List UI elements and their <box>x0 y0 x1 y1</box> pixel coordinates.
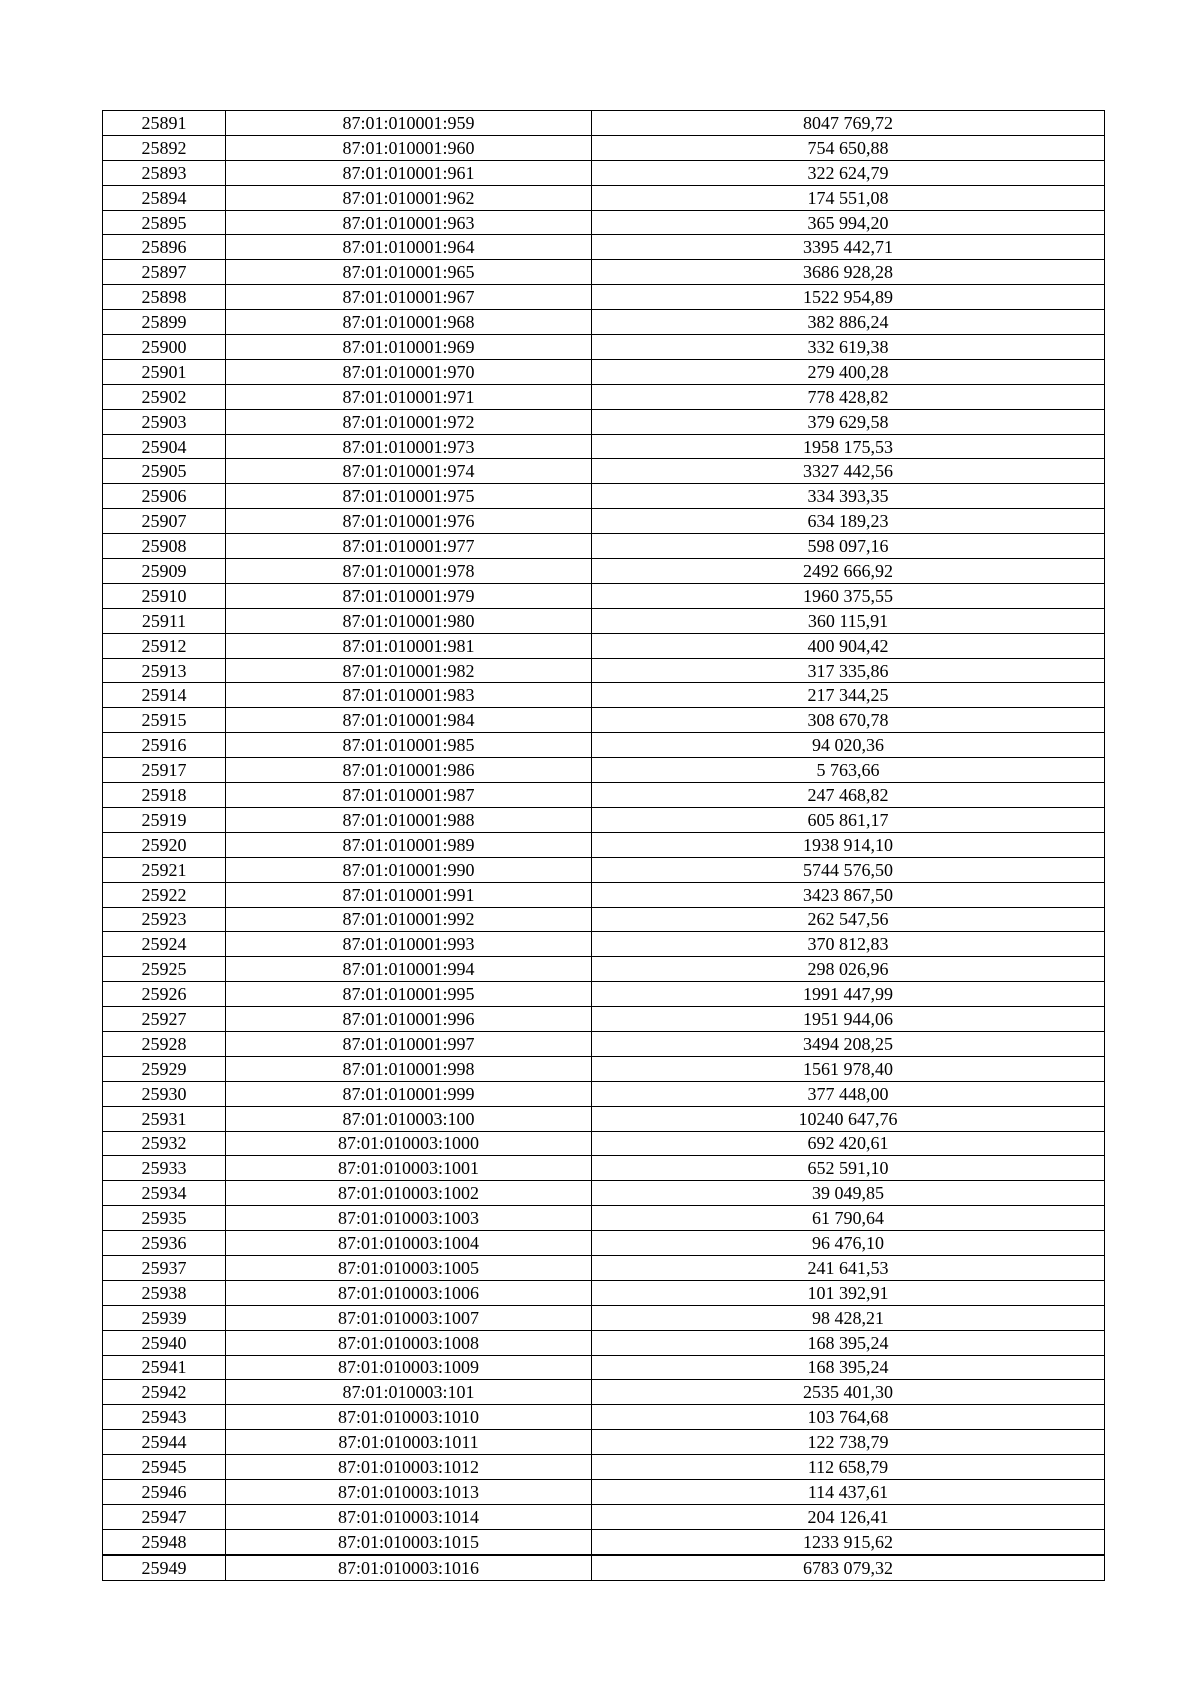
table-row <box>103 459 1105 484</box>
cadastral-value-cell: 61 790,64 <box>592 1206 1105 1231</box>
row-number-cell: 25905 <box>103 459 226 484</box>
cadastral-value-cell: 692 420,61 <box>592 1131 1105 1156</box>
row-number-cell: 25934 <box>103 1181 226 1206</box>
cadastral-number-cell: 87:01:010003:1004 <box>226 1231 592 1256</box>
row-number-cell: 25935 <box>103 1206 226 1231</box>
cadastral-number-cell: 87:01:010003:1008 <box>226 1330 592 1355</box>
cadastral-value-cell: 101 392,91 <box>592 1280 1105 1305</box>
table-row <box>103 783 1105 808</box>
row-number-cell: 25898 <box>103 285 226 310</box>
cadastral-value-cell: 2492 666,92 <box>592 559 1105 584</box>
table-row <box>103 608 1105 633</box>
table-row <box>103 235 1105 260</box>
cadastral-value-cell: 279 400,28 <box>592 359 1105 384</box>
cadastral-number-cell: 87:01:010003:1001 <box>226 1156 592 1181</box>
table-row <box>103 409 1105 434</box>
row-number-cell: 25923 <box>103 907 226 932</box>
cadastral-number-cell: 87:01:010001:982 <box>226 658 592 683</box>
table-row <box>103 1555 1105 1580</box>
cadastral-value-cell: 365 994,20 <box>592 210 1105 235</box>
table-row <box>103 1330 1105 1355</box>
cadastral-value-cell: 382 886,24 <box>592 310 1105 335</box>
row-number-cell: 25891 <box>103 111 226 136</box>
table-row <box>103 285 1105 310</box>
row-number-cell: 25920 <box>103 832 226 857</box>
cadastral-value-cell: 634 189,23 <box>592 509 1105 534</box>
row-number-cell: 25895 <box>103 210 226 235</box>
cadastral-value-cell: 2535 401,30 <box>592 1380 1105 1405</box>
table-row <box>103 1355 1105 1380</box>
row-number-cell: 25928 <box>103 1031 226 1056</box>
cadastral-number-cell: 87:01:010001:975 <box>226 484 592 509</box>
row-number-cell: 25906 <box>103 484 226 509</box>
cadastral-value-cell: 3395 442,71 <box>592 235 1105 260</box>
row-number-cell: 25948 <box>103 1529 226 1554</box>
cadastral-number-cell: 87:01:010001:990 <box>226 857 592 882</box>
row-number-cell: 25917 <box>103 758 226 783</box>
cadastral-value-cell: 103 764,68 <box>592 1405 1105 1430</box>
table-row <box>103 359 1105 384</box>
row-number-cell: 25943 <box>103 1405 226 1430</box>
cadastral-value-cell: 1951 944,06 <box>592 1007 1105 1032</box>
cadastral-value-cell: 317 335,86 <box>592 658 1105 683</box>
row-number-cell: 25921 <box>103 857 226 882</box>
cadastral-value-cell: 652 591,10 <box>592 1156 1105 1181</box>
row-number-cell: 25929 <box>103 1056 226 1081</box>
cadastral-value-cell: 322 624,79 <box>592 160 1105 185</box>
cadastral-value-cell: 605 861,17 <box>592 807 1105 832</box>
cadastral-number-cell: 87:01:010003:1000 <box>226 1131 592 1156</box>
cadastral-value-cell: 3327 442,56 <box>592 459 1105 484</box>
cadastral-value-cell: 778 428,82 <box>592 384 1105 409</box>
row-number-cell: 25919 <box>103 807 226 832</box>
cadastral-number-cell: 87:01:010003:1016 <box>226 1555 592 1580</box>
cadastral-value-cell: 334 393,35 <box>592 484 1105 509</box>
table-row <box>103 135 1105 160</box>
cadastral-number-cell: 87:01:010001:978 <box>226 559 592 584</box>
cadastral-number-cell: 87:01:010003:1006 <box>226 1280 592 1305</box>
cadastral-number-cell: 87:01:010001:996 <box>226 1007 592 1032</box>
cadastral-value-cell: 39 049,85 <box>592 1181 1105 1206</box>
row-number-cell: 25912 <box>103 633 226 658</box>
cadastral-value-cell: 400 904,42 <box>592 633 1105 658</box>
table-row <box>103 1504 1105 1529</box>
cadastral-number-cell: 87:01:010003:1003 <box>226 1206 592 1231</box>
table-row <box>103 658 1105 683</box>
cadastral-number-cell: 87:01:010001:971 <box>226 384 592 409</box>
table-row <box>103 1479 1105 1504</box>
row-number-cell: 25896 <box>103 235 226 260</box>
table-row <box>103 434 1105 459</box>
row-number-cell: 25900 <box>103 335 226 360</box>
row-number-cell: 25936 <box>103 1231 226 1256</box>
cadastral-number-cell: 87:01:010001:989 <box>226 832 592 857</box>
cadastral-number-cell: 87:01:010001:960 <box>226 135 592 160</box>
table-row <box>103 907 1105 932</box>
cadastral-value-cell: 6783 079,32 <box>592 1555 1105 1580</box>
row-number-cell: 25907 <box>103 509 226 534</box>
cadastral-value-cell: 379 629,58 <box>592 409 1105 434</box>
table-row <box>103 1106 1105 1131</box>
table-row <box>103 708 1105 733</box>
cadastral-value-cell: 377 448,00 <box>592 1081 1105 1106</box>
table-row <box>103 310 1105 335</box>
cadastral-number-cell: 87:01:010001:994 <box>226 957 592 982</box>
row-number-cell: 25941 <box>103 1355 226 1380</box>
row-number-cell: 25916 <box>103 733 226 758</box>
table-row <box>103 1255 1105 1280</box>
table-row <box>103 1231 1105 1256</box>
cadastral-value-cell: 298 026,96 <box>592 957 1105 982</box>
row-number-cell: 25892 <box>103 135 226 160</box>
cadastral-number-cell: 87:01:010003:1002 <box>226 1181 592 1206</box>
cadastral-number-cell: 87:01:010001:984 <box>226 708 592 733</box>
cadastral-number-cell: 87:01:010001:969 <box>226 335 592 360</box>
cadastral-number-cell: 87:01:010003:101 <box>226 1380 592 1405</box>
cadastral-number-cell: 87:01:010003:1013 <box>226 1479 592 1504</box>
cadastral-number-cell: 87:01:010001:963 <box>226 210 592 235</box>
table-row <box>103 1206 1105 1231</box>
cadastral-value-cell: 98 428,21 <box>592 1305 1105 1330</box>
cadastral-value-cell: 217 344,25 <box>592 683 1105 708</box>
table-row <box>103 335 1105 360</box>
row-number-cell: 25899 <box>103 310 226 335</box>
cadastral-number-cell: 87:01:010001:981 <box>226 633 592 658</box>
cadastral-number-cell: 87:01:010001:999 <box>226 1081 592 1106</box>
row-number-cell: 25909 <box>103 559 226 584</box>
row-number-cell: 25918 <box>103 783 226 808</box>
cadastral-number-cell: 87:01:010001:980 <box>226 608 592 633</box>
cadastral-number-cell: 87:01:010003:1011 <box>226 1430 592 1455</box>
cadastral-number-cell: 87:01:010001:986 <box>226 758 592 783</box>
table-row <box>103 633 1105 658</box>
cadastral-value-table <box>102 110 1105 1581</box>
cadastral-number-cell: 87:01:010001:998 <box>226 1056 592 1081</box>
table-row <box>103 982 1105 1007</box>
cadastral-number-cell: 87:01:010001:962 <box>226 185 592 210</box>
row-number-cell: 25904 <box>103 434 226 459</box>
cadastral-number-cell: 87:01:010001:979 <box>226 583 592 608</box>
table-row <box>103 882 1105 907</box>
cadastral-value-cell: 112 658,79 <box>592 1455 1105 1480</box>
row-number-cell: 25937 <box>103 1255 226 1280</box>
cadastral-value-cell: 262 547,56 <box>592 907 1105 932</box>
cadastral-number-cell: 87:01:010001:965 <box>226 260 592 285</box>
table-row <box>103 160 1105 185</box>
cadastral-number-cell: 87:01:010001:988 <box>226 807 592 832</box>
cadastral-number-cell: 87:01:010001:968 <box>226 310 592 335</box>
cadastral-number-cell: 87:01:010001:959 <box>226 111 592 136</box>
cadastral-number-cell: 87:01:010001:995 <box>226 982 592 1007</box>
row-number-cell: 25911 <box>103 608 226 633</box>
cadastral-number-cell: 87:01:010001:973 <box>226 434 592 459</box>
cadastral-value-cell: 1233 915,62 <box>592 1529 1105 1554</box>
row-number-cell: 25947 <box>103 1504 226 1529</box>
row-number-cell: 25939 <box>103 1305 226 1330</box>
cadastral-value-cell: 1522 954,89 <box>592 285 1105 310</box>
cadastral-number-cell: 87:01:010001:964 <box>226 235 592 260</box>
table-row <box>103 807 1105 832</box>
cadastral-value-cell: 5 763,66 <box>592 758 1105 783</box>
table-row <box>103 957 1105 982</box>
table-body <box>103 111 1105 1581</box>
cadastral-value-cell: 3494 208,25 <box>592 1031 1105 1056</box>
cadastral-value-cell: 241 641,53 <box>592 1255 1105 1280</box>
cadastral-value-cell: 360 115,91 <box>592 608 1105 633</box>
cadastral-value-cell: 114 437,61 <box>592 1479 1105 1504</box>
cadastral-value-cell: 1960 375,55 <box>592 583 1105 608</box>
table-row <box>103 683 1105 708</box>
cadastral-value-cell: 1991 447,99 <box>592 982 1105 1007</box>
cadastral-value-cell: 174 551,08 <box>592 185 1105 210</box>
cadastral-value-cell: 5744 576,50 <box>592 857 1105 882</box>
cadastral-number-cell: 87:01:010001:997 <box>226 1031 592 1056</box>
table-row <box>103 111 1105 136</box>
row-number-cell: 25931 <box>103 1106 226 1131</box>
table-row <box>103 733 1105 758</box>
cadastral-number-cell: 87:01:010003:1009 <box>226 1355 592 1380</box>
row-number-cell: 25903 <box>103 409 226 434</box>
table-row <box>103 1455 1105 1480</box>
table-row <box>103 932 1105 957</box>
row-number-cell: 25932 <box>103 1131 226 1156</box>
cadastral-number-cell: 87:01:010001:987 <box>226 783 592 808</box>
cadastral-value-cell: 1938 914,10 <box>592 832 1105 857</box>
cadastral-value-cell: 3423 867,50 <box>592 882 1105 907</box>
row-number-cell: 25893 <box>103 160 226 185</box>
row-number-cell: 25938 <box>103 1280 226 1305</box>
row-number-cell: 25908 <box>103 534 226 559</box>
cadastral-value-cell: 598 097,16 <box>592 534 1105 559</box>
cadastral-number-cell: 87:01:010003:1012 <box>226 1455 592 1480</box>
table-row <box>103 1380 1105 1405</box>
table-row <box>103 1031 1105 1056</box>
table-row <box>103 559 1105 584</box>
cadastral-number-cell: 87:01:010001:974 <box>226 459 592 484</box>
row-number-cell: 25942 <box>103 1380 226 1405</box>
row-number-cell: 25915 <box>103 708 226 733</box>
cadastral-value-cell: 332 619,38 <box>592 335 1105 360</box>
row-number-cell: 25913 <box>103 658 226 683</box>
cadastral-value-cell: 8047 769,72 <box>592 111 1105 136</box>
row-number-cell: 25944 <box>103 1430 226 1455</box>
row-number-cell: 25901 <box>103 359 226 384</box>
cadastral-value-cell: 370 812,83 <box>592 932 1105 957</box>
table-row <box>103 1280 1105 1305</box>
table-row <box>103 384 1105 409</box>
cadastral-number-cell: 87:01:010003:1005 <box>226 1255 592 1280</box>
cadastral-number-cell: 87:01:010001:991 <box>226 882 592 907</box>
cadastral-value-cell: 247 468,82 <box>592 783 1105 808</box>
cadastral-number-cell: 87:01:010001:985 <box>226 733 592 758</box>
row-number-cell: 25930 <box>103 1081 226 1106</box>
cadastral-value-cell: 204 126,41 <box>592 1504 1105 1529</box>
cadastral-number-cell: 87:01:010003:1007 <box>226 1305 592 1330</box>
cadastral-value-cell: 1561 978,40 <box>592 1056 1105 1081</box>
row-number-cell: 25949 <box>103 1555 226 1580</box>
table-row <box>103 260 1105 285</box>
row-number-cell: 25910 <box>103 583 226 608</box>
table-row <box>103 534 1105 559</box>
table-row <box>103 857 1105 882</box>
cadastral-value-cell: 1958 175,53 <box>592 434 1105 459</box>
cadastral-number-cell: 87:01:010001:972 <box>226 409 592 434</box>
row-number-cell: 25902 <box>103 384 226 409</box>
cadastral-number-cell: 87:01:010001:961 <box>226 160 592 185</box>
row-number-cell: 25925 <box>103 957 226 982</box>
table-row <box>103 509 1105 534</box>
cadastral-value-cell: 168 395,24 <box>592 1330 1105 1355</box>
table-row <box>103 1181 1105 1206</box>
row-number-cell: 25946 <box>103 1479 226 1504</box>
row-number-cell: 25945 <box>103 1455 226 1480</box>
cadastral-number-cell: 87:01:010001:992 <box>226 907 592 932</box>
row-number-cell: 25926 <box>103 982 226 1007</box>
row-number-cell: 25894 <box>103 185 226 210</box>
row-number-cell: 25940 <box>103 1330 226 1355</box>
cadastral-number-cell: 87:01:010001:993 <box>226 932 592 957</box>
table-row <box>103 1081 1105 1106</box>
row-number-cell: 25922 <box>103 882 226 907</box>
cadastral-value-cell: 168 395,24 <box>592 1355 1105 1380</box>
cadastral-number-cell: 87:01:010001:976 <box>226 509 592 534</box>
table-row <box>103 185 1105 210</box>
table-row <box>103 1405 1105 1430</box>
row-number-cell: 25914 <box>103 683 226 708</box>
cadastral-number-cell: 87:01:010003:1010 <box>226 1405 592 1430</box>
cadastral-value-cell: 308 670,78 <box>592 708 1105 733</box>
table-row <box>103 1131 1105 1156</box>
cadastral-number-cell: 87:01:010001:977 <box>226 534 592 559</box>
row-number-cell: 25924 <box>103 932 226 957</box>
table-row <box>103 1529 1105 1554</box>
cadastral-number-cell: 87:01:010001:967 <box>226 285 592 310</box>
table-row <box>103 758 1105 783</box>
cadastral-value-cell: 122 738,79 <box>592 1430 1105 1455</box>
cadastral-value-cell: 96 476,10 <box>592 1231 1105 1256</box>
cadastral-number-cell: 87:01:010001:983 <box>226 683 592 708</box>
table-row <box>103 1305 1105 1330</box>
table-row <box>103 1430 1105 1455</box>
table-row <box>103 1156 1105 1181</box>
cadastral-number-cell: 87:01:010003:1015 <box>226 1529 592 1554</box>
cadastral-value-cell: 754 650,88 <box>592 135 1105 160</box>
table-row <box>103 583 1105 608</box>
table-row <box>103 210 1105 235</box>
cadastral-number-cell: 87:01:010003:1014 <box>226 1504 592 1529</box>
row-number-cell: 25897 <box>103 260 226 285</box>
row-number-cell: 25927 <box>103 1007 226 1032</box>
cadastral-value-cell: 10240 647,76 <box>592 1106 1105 1131</box>
table-row <box>103 1007 1105 1032</box>
cadastral-number-cell: 87:01:010003:100 <box>226 1106 592 1131</box>
cadastral-value-cell: 3686 928,28 <box>592 260 1105 285</box>
table-row <box>103 484 1105 509</box>
row-number-cell: 25933 <box>103 1156 226 1181</box>
table-row <box>103 1056 1105 1081</box>
table-row <box>103 832 1105 857</box>
cadastral-value-cell: 94 020,36 <box>592 733 1105 758</box>
cadastral-number-cell: 87:01:010001:970 <box>226 359 592 384</box>
